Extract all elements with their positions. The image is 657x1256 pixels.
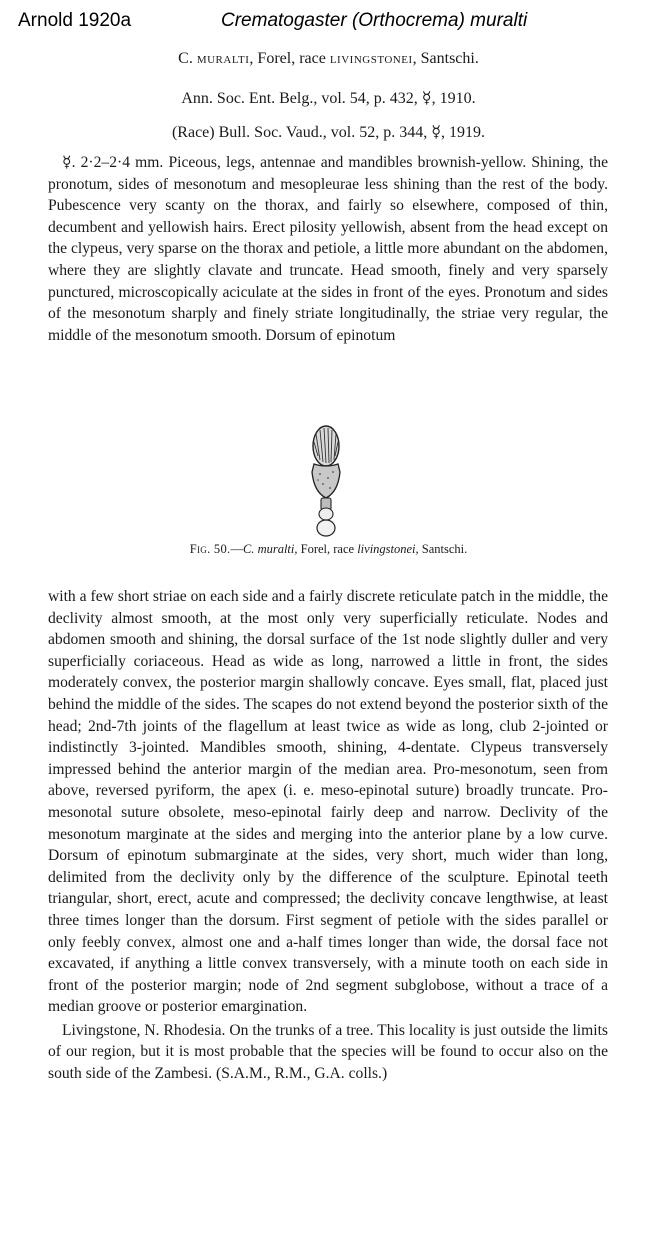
figure-label: Fig. 50. <box>189 542 231 556</box>
citation-label: Arnold 1920a <box>18 10 132 31</box>
reference-line: Ann. Soc. Ent. Belg., vol. 54, p. 432, ☿, 1910. <box>181 90 476 107</box>
taxon-author: , Santschi. <box>412 50 479 67</box>
description-bottom <box>48 586 608 1085</box>
taxon-name-line <box>0 50 657 68</box>
specimen-figure <box>298 422 354 540</box>
description-top <box>48 152 608 346</box>
taxon-race: livingstonei <box>329 50 413 67</box>
taxon-genus: C. <box>178 50 193 67</box>
figure-caption <box>0 542 657 557</box>
figure-race: livingstonei, <box>357 542 419 556</box>
taxon-rest: , Forel, race <box>249 50 330 67</box>
figure-dash: — <box>230 542 243 556</box>
locality-paragraph: Livingstone, N. Rhodesia. On the trunks of a tree. This locality is just outside the limits of our region, but it is most probable that the species will be found to occur also on the south side of the Zambesi. (S.A.M., R.M., G.A. colls.) <box>48 1021 608 1083</box>
reference-line: (Race) Bull. Soc. Vaud., vol. 52, p. 344, ☿, 1919. <box>171 124 486 141</box>
taxon-species: muralti <box>196 50 250 67</box>
figure-author2: Santschi. <box>418 542 468 556</box>
figure-species: muralti, <box>257 542 298 556</box>
figure-author1: Forel, race <box>297 542 358 556</box>
description-paragraph: with a few short striae on each side and a fairly discrete reticulate patch in the middle, the declivity almost smooth, at the most only very superficially reticulate. Nodes and abdomen smooth and shining, the dorsal surface of the 1st node slightly duller and very superficially coriaceous. Head as wide as long, narrowed a little in front, the sides moderately convex, the posterior margin shallowly concave. Eyes small, flat, placed just behind the middle of the sides. The scapes do not extend beyond the posterior sixth of the head; 2nd-7th joints of the flagellum at least twice as wide as long, club 2-jointed or indistinctly 3-jointed. Mandibles smooth, shining, 4-dentate. Clypeus transversely impressed behind the anterior margin of the median area. Pro-mesonotum, seen from above, reversed pyriform, the apex (i. e. meso-epinotal suture) broadly truncate. Pro-mesonotal suture obsolete, meso-epinotal fairly deep and narrow. Declivity of the mesonotum marginate at the sides and merging into the anterior plane by a low curve. Dorsum of epinotum submarginate at the sides, very short, much wider than long, delimited from the declivity only by the difference of the sculpture. Epinotal teeth triangular, short, erect, acute and compressed; the declivity concave lengthwise, at least three times longer than the dorsum. First segment of petiole with the sides parallel or only feebly convex, almost one and a-half times longer than wide, the dorsal face not excavated, if anything a little convex transversely, with a minute tooth on each side in front of the posterior margin; node of 2nd segment subglobose, without a trace of a median groove or posterior emargination. <box>48 588 608 1016</box>
taxon-title: Crematogaster (Orthocrema) muralti <box>221 10 528 31</box>
page-header <box>18 10 647 38</box>
figure-genus: C. <box>242 542 255 556</box>
description-paragraph: ☿. 2·2–2·4 mm. Piceous, legs, antennae and mandibles brownish-yellow. Shining, the pronotum, sides of mesonotum and mesopleurae less shining than the rest of the body. Pubescence very scanty on the thorax, and fairly so elsewhere, composed of thin, decumbent and yellowish hairs. Erect pilosity yellowish, absent from the head except on the clypeus, very sparse on the thorax and petiole, a little more abundant on the abdomen, where they are slightly clavate and truncate. Head smooth, finely and very sparsely punctured, microscopically aciculate at the sides in front of the eyes. Pronotum and sides of the mesonotum sharply and finely striate longitudinally, the striae very regular, the middle of the mesonotum smooth. Dorsum of epinotum <box>48 154 608 344</box>
